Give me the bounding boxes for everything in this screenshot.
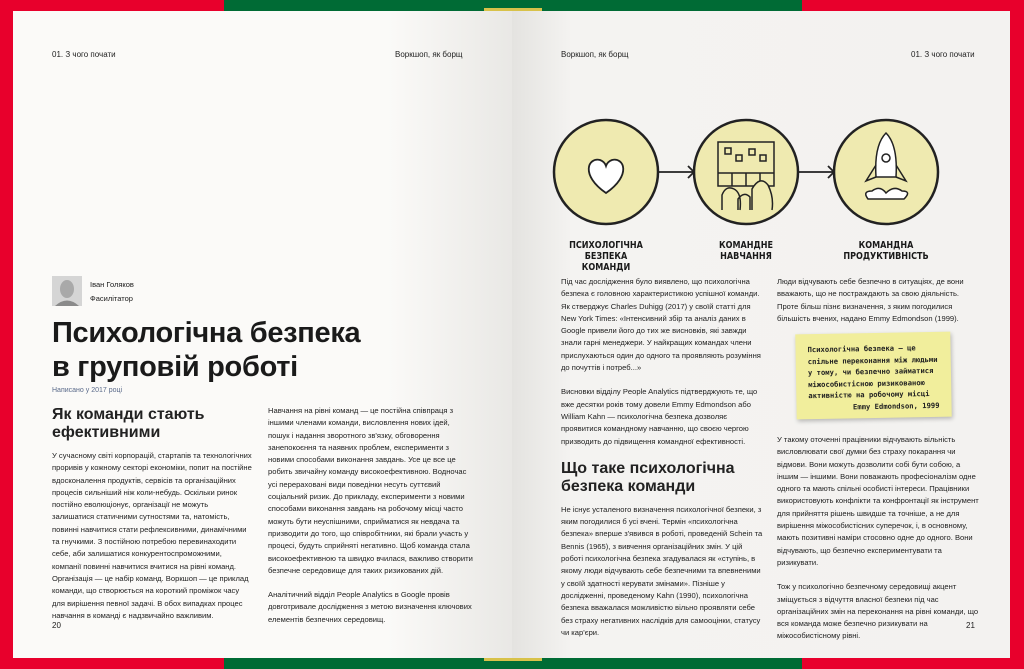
- publish-date: Написано у 2017 році: [52, 387, 123, 394]
- title-line-1: Психологічна безпека: [52, 317, 361, 349]
- paragraph: Під час дослідження було виявлено, що психологічна безпека є головною характеристикою успішної команди. Як стверджує Charles Duhigg (2017) у своїй статті для New York Times: «Інтенсивний збір та аналіз даних в Google привели його до тих же висновків, які завжди знали гарні менеджери. У найкращих командах члени прислухаються один до одного та проявляють розуміння до почуттів і потреб...»: [561, 277, 761, 373]
- page-number: 21: [966, 621, 975, 630]
- diagram-label: КОМАНДНЕ НАВЧАННЯ: [719, 240, 773, 262]
- page-title: [52, 316, 360, 384]
- diagram-label: ПСИХОЛОГІЧНА БЕЗПЕКА КОМАНДИ: [569, 240, 643, 273]
- paragraph: Навчання на рівні команд — це постійна співпраця з іншими членами команди, висловлення нових ідей, пошук і надання зворотного зв'язку, обговорення занепокоєння та наявних проблем, експерименти з новими способами виконання завдань. Усе це все це робить звичайну команду високоефективною. Водночас усі перераховані види поведінки несуть суттєвий соціальний ризик. До прикладу, експерименти з новими способами виконання завдань на робочому місці часто можуть бути неуспішними, сприйматися як невдача та призводити до того, що співробітники, які брали участь у процесі, будуть сприйняті негативно. Щоб команда стала високоефективною та швидко вчилася, важливо створити безпечне середовище для таких ризикованих дій.: [268, 406, 473, 575]
- right-column-2: [777, 276, 982, 337]
- page-number: 20: [52, 621, 61, 630]
- paragraph: Люди відчувають себе безпечно в ситуаціях, де вони вважають, що не постраждають за свою діяльність. Проте більш пізнє визначення, з яким погодилися більшість вчених, надано Emmy Edmondson (1999).: [777, 277, 964, 323]
- author-name: Іван Голяков: [90, 280, 134, 289]
- diagram-label: КОМАНДНА ПРОДУКТИВНІСТЬ: [843, 240, 929, 262]
- chapter-header: 01. З чого почати: [911, 50, 975, 59]
- paragraph: У такому оточенні працівники відчувають вільність висловлювати свої думки без страху покарання чи відмови. Вони можуть дозволити собі бути собою, а іншим — іншими. Вони поважають професіоналізм одне одного та мають спільні особисті інтереси. Працівники використовують конфлікти та конфронтації як інструмент для прийняття рішень швидше та точніше, а не для вирішення міжособистісних суперечок, і, в основному, мають позитивні наміри стосовно одне до одного. Вони відчувають, що безпечно експериментувати та ризикувати.: [777, 435, 979, 567]
- paragraph: Висновки відділу People Analytics підтверджують те, що вже десятки років тому довели Emmy Edmondson або William Kahn — психологічна безпека дозволяє проявитися командному навчанню, що своєю чергою призводить до підвищення командної ефективності.: [561, 387, 758, 446]
- right-column-1: [561, 276, 763, 651]
- paragraph: У сучасному світі корпорацій, стартапів та технологічних проривів у кожному секторі економіки, попит на постійне вдосконалення продуктів, сервісів та організаційних процесів сильніший ніж коли-небудь. Оскільки ринок постійно еволюціонує, організації не можуть залишатися статичними сутностями та, натомість, повинні навчитися стати рефлексивними, динамічними та гнучкими. З постійною потребою перевинаходити себе, аби залишатися конкурентоспроможними, компанії повинні навчитися вчитися на рівні команд. Організація — це набір команд. Воркшоп — це приклад команди, що створюється на короткий проміжок часу для вирішення певної задачі. В обох випадках процес навчання в команді є надзвичайно важливим.: [52, 451, 252, 620]
- section-heading: Як команди стають ефективними: [52, 406, 205, 441]
- diagram: [550, 115, 990, 235]
- quote-text: Психологічна безпека — це спільне переконання між людьми у тому, чи безпечно займатися міжособистісною ризикованою активністю на робочому місці: [807, 343, 938, 401]
- section-heading: Що таке психологічна безпека команди: [561, 459, 735, 495]
- paragraph: Тож у психологічно безпечному середовищі акцент зміщується з відчуття власної безпеки під час організаційних змін на переконання на рівні команди, що вся команда може безпечно ризикувати на міжособистісному рівні.: [777, 582, 979, 641]
- right-column-2-lower: [777, 434, 982, 655]
- book-header: Воркшоп, як борщ: [561, 50, 629, 59]
- left-column-1: [52, 406, 252, 634]
- left-column-2: [268, 405, 473, 638]
- author-avatar: [52, 276, 82, 306]
- quote-note: [795, 332, 951, 420]
- book-header: Воркшоп, як борщ: [395, 50, 463, 59]
- title-line-2: в груповій роботі: [52, 351, 298, 383]
- paragraph: Аналітичний відділ People Analytics в Google провів довготривале дослідження з метою визначення ключових елементів безпечних середовищ.: [268, 590, 472, 624]
- author-role: Фасилітатор: [90, 294, 133, 303]
- quote-author: Emmy Edmondson, 1999: [852, 400, 940, 411]
- paragraph: Не існує усталеного визначення психологічної безпеки, з яким погодилися б усі вчені. Термін «психологічна безпека» вперше з'явився в роботі, проведеній Schein та Bennis (1965), з вивчення організаційних змін. У цій роботі психологічна безпека згадувалася як «ступінь, в якому люди відчувають себе безпечними та впевненими у своїй здатності керувати змінами». Пізніше у дослідженні, проведеному Kahn (1990), психологічна безпека вважалася можливістю вільно проявляти себе без страху негативних наслідків для самооцінки, статусу чи кар'єри.: [561, 504, 763, 637]
- chapter-header: 01. З чого почати: [52, 50, 116, 59]
